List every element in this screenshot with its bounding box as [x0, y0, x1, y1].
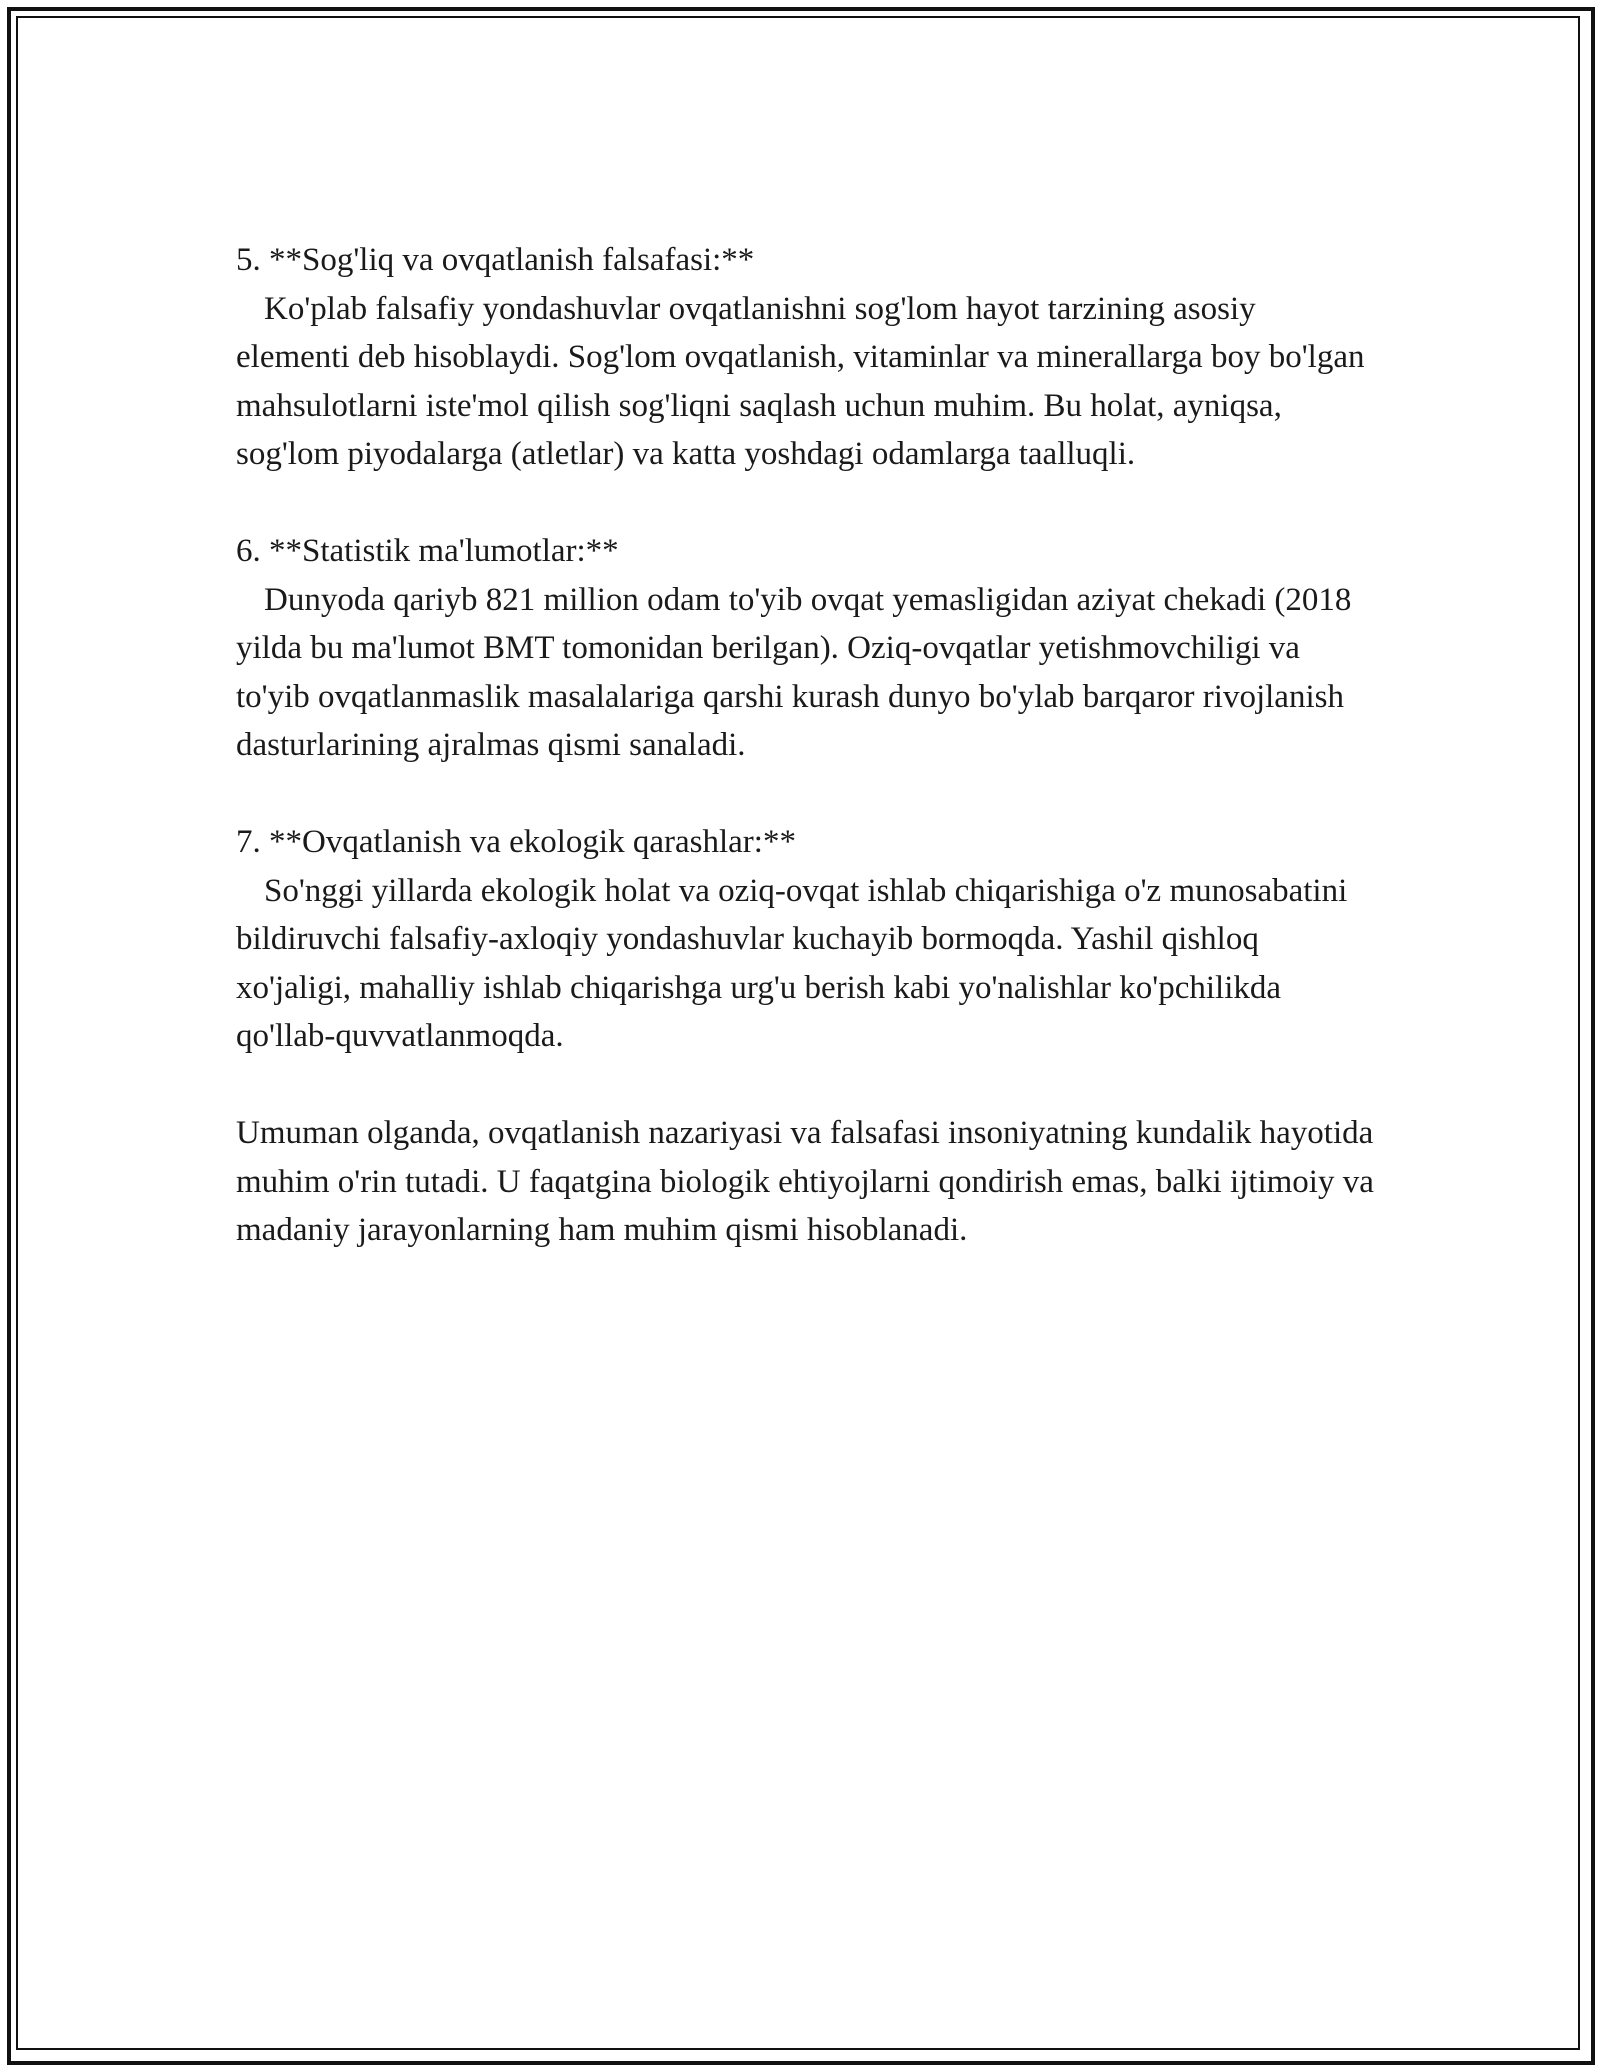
- section-health-philosophy: [236, 236, 1376, 479]
- document-body: [236, 236, 1376, 1303]
- section-statistics: [236, 527, 1376, 770]
- section-heading: 7. **Ovqatlanish va ekologik qarashlar:**: [236, 824, 796, 860]
- section-conclusion: [236, 1109, 1376, 1255]
- conclusion-paragraph: Umuman olganda, ovqatlanish nazariyasi va falsafasi insoniyatning kundalik hayotida muhim o'rin tutadi. U faqatgina biologik ehtiyojlarni qondirish emas, balki ijtimoiy va madaniy jarayonlarning ham muhim qismi hisoblanadi.: [236, 1115, 1374, 1248]
- section-ecology: [236, 818, 1376, 1061]
- section-heading: 6. **Statistik ma'lumotlar:**: [236, 533, 619, 569]
- section-paragraph: Dunyoda qariyb 821 million odam to'yib ovqat yemasligidan aziyat chekadi (2018 yilda bu ma'lumot BMT tomonidan berilgan). Oziq-ovqatlar yetishmovchiligi va to'yib ovqatlanmaslik masalalariga qarshi kurash dunyo bo'ylab barqaror rivojlanish dasturlarining ajralmas qismi sanaladi.: [236, 581, 1352, 763]
- section-paragraph: Ko'plab falsafiy yondashuvlar ovqatlanishni sog'lom hayot tarzining asosiy elementi deb hisoblaydi. Sog'lom ovqatlanish, vitaminlar va minerallarga boy bo'lgan mahsulotlarni iste'mol qilish sog'liqni saqlash uchun muhim. Bu holat, ayniqsa, sog'lom piyodalarga (atletlar) va katta yoshdagi odamlarga taalluqli.: [236, 290, 1365, 472]
- section-heading: 5. **Sog'liq va ovqatlanish falsafasi:**: [236, 242, 755, 278]
- section-paragraph: So'nggi yillarda ekologik holat va oziq-ovqat ishlab chiqarishiga o'z munosabatini bildiruvchi falsafiy-axloqiy yondashuvlar kuchayib bormoqda. Yashil qishloq xo'jaligi, mahalliy ishlab chiqarishga urg'u berish kabi yo'nalishlar ko'pchilikda qo'llab-quvvatlanmoqda.: [236, 872, 1348, 1054]
